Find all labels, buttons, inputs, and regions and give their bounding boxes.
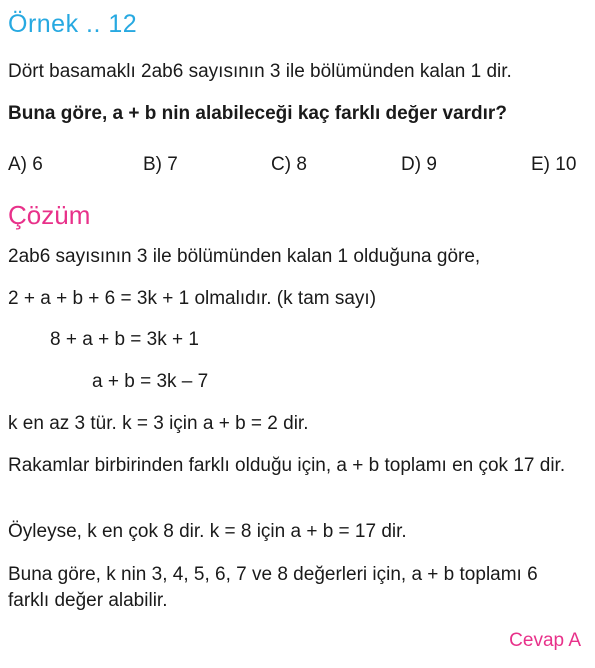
solution-equation: 8 + a + b = 3k + 1	[50, 329, 199, 350]
solution-line: Rakamlar birbirinden farklı olduğu için, a + b toplamı en çok 17 dir.	[8, 455, 566, 476]
question-text: Dört basamaklı 2ab6 sayısının 3 ile bölümünden kalan 1 dir.	[8, 61, 512, 82]
answer-label: Cevap A	[509, 630, 581, 651]
option-e: E) 10	[531, 154, 577, 175]
example-title: Örnek .. 12	[8, 10, 138, 38]
option-a: A) 6	[8, 154, 43, 175]
solution-line: 2ab6 sayısının 3 ile bölümünden kalan 1 olduğuna göre,	[8, 246, 481, 267]
solution-equation: a + b = 3k – 7	[92, 371, 209, 392]
solution-line: k en az 3 tür. k = 3 için a + b = 2 dir.	[8, 413, 309, 434]
option-d: D) 9	[401, 154, 437, 175]
question-prompt: Buna göre, a + b nin alabileceği kaç farklı değer vardır?	[8, 103, 507, 124]
option-c: C) 8	[271, 154, 307, 175]
solution-line: Öyleyse, k en çok 8 dir. k = 8 için a + b = 17 dir.	[8, 521, 407, 542]
solution-line: Buna göre, k nin 3, 4, 5, 6, 7 ve 8 değerleri için, a + b toplamı 6 farklı değer alabilir.	[8, 564, 538, 611]
option-b: B) 7	[143, 154, 178, 175]
solution-line: 2 + a + b + 6 = 3k + 1 olmalıdır. (k tam sayı)	[8, 288, 377, 309]
solution-title: Çözüm	[8, 200, 91, 230]
